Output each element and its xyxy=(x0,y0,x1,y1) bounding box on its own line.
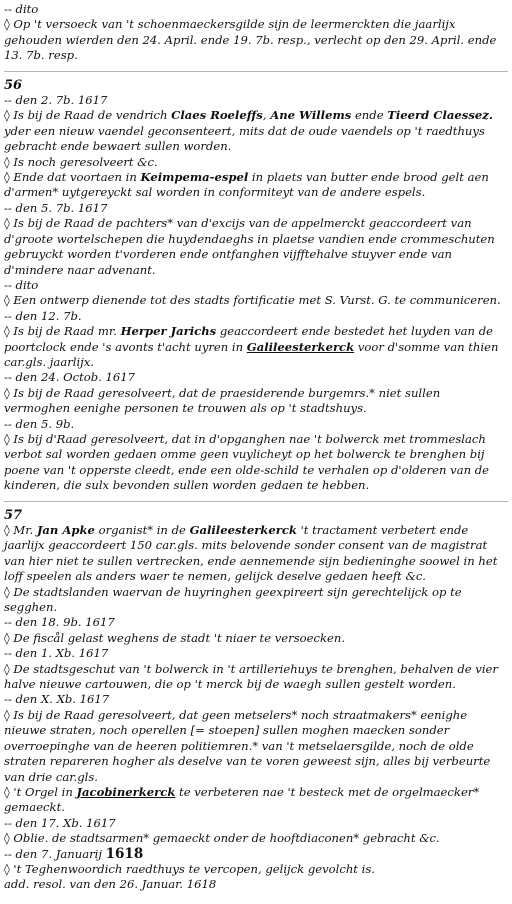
text-segment: -- den 7. Januarij xyxy=(4,846,106,861)
text-segment: voor d'somme van thien car.gls. jaarlijx. xyxy=(4,339,503,369)
record-line xyxy=(4,785,508,816)
text-segment: -- den 5. 9b. xyxy=(4,416,75,431)
section-divider xyxy=(4,501,508,502)
record-line xyxy=(4,386,508,417)
record-line xyxy=(4,417,508,432)
text-segment: ◊ Een ontwerp dienende tot des stadts fortificatie met S. Vurst. G. te communiceren. xyxy=(4,293,501,308)
text-segment: in plaets van butter ende brood gelt aen d'armen* uytgereyckt sal worden in conformiteyt van de andere espels. xyxy=(4,170,493,200)
text-segment: -- den 18. 9b. 1617 xyxy=(4,615,115,630)
name-text: Jan Apke xyxy=(36,523,95,537)
text-segment: yder een nieuw vaendel geconsenteert, mits dat de oude vaendels op 't raedthuys gebracht ende bewaert sullen worden. xyxy=(4,108,497,154)
record-line xyxy=(4,293,508,308)
record-line xyxy=(4,831,508,846)
record-line xyxy=(4,170,508,201)
record-line xyxy=(4,432,508,494)
text-segment: add. resol. van den 26. Januar. 1618 xyxy=(4,877,217,892)
text-segment: ◊ Is bij de Raad mr. xyxy=(4,324,121,339)
text-segment: ◊ De stadtslanden waervan de huyringhen geexpireert sijn gerechtelijck op te segghen. xyxy=(4,584,466,615)
text-segment: -- den 5. 7b. 1617 xyxy=(4,200,108,215)
name-text: Jacobinerkerck xyxy=(76,784,176,799)
text-segment: ◊ De stadtsgeschut van 't bolwerck in 't artilleriehuys te brenghen, behalven de vier halve nieuwe cartouwen, die op 't merck bij de waegh sullen gestelt worden. xyxy=(4,661,502,692)
text-segment: ◊ Ende dat voortaen in xyxy=(4,170,141,185)
record-line xyxy=(4,309,508,324)
record-line xyxy=(4,662,508,693)
record-line xyxy=(4,862,508,877)
name-text: Keimpema-espel xyxy=(140,170,249,185)
text-segment: ◊ Oblie. de stadtsarmen* gemaeckt onder de hooftdiaconen* gebracht &c. xyxy=(4,831,440,846)
record-line xyxy=(4,201,508,216)
text-segment: ◊ 't Orgel in xyxy=(4,784,77,799)
record-line xyxy=(4,585,508,616)
text-segment: -- den 12. 7b. xyxy=(4,308,82,323)
text-segment: ◊ 't Teghenwoordich raedthuys te vercopen, gelijck gevolcht is. xyxy=(4,861,375,876)
section-number: 56 xyxy=(4,77,23,93)
record-line xyxy=(4,2,508,17)
text-segment: 't tractament verbetert ende jaarlijx geaccordeert 150 car.gls. mits belovende sonder consent van de magistrat van hier niet te sullen vertrecken, ende aennemende sijn bedieninghe soowel in het loff speelen als anders waer te nemen, gelijck deselve gedaen heeft &c. xyxy=(4,523,502,584)
record-line xyxy=(4,877,508,892)
text-segment: ◊ Is bij de Raad geresolveert, dat de praesiderende burgemrs.* niet sullen vermoghen eenighe personen te trouwen als op 't stadtshuys. xyxy=(4,385,444,416)
record-line xyxy=(4,278,508,293)
text-segment: -- dito xyxy=(4,277,39,292)
record-line xyxy=(4,17,508,63)
text-segment: ende xyxy=(351,108,388,123)
name-text: Claes Roeleffs xyxy=(171,108,263,123)
record-line xyxy=(4,692,508,707)
record-line xyxy=(4,708,508,785)
text-segment: , xyxy=(262,108,271,123)
record-line xyxy=(4,216,508,278)
name-text: Tieerd Claessez. xyxy=(387,108,493,123)
record-line xyxy=(4,155,508,170)
text-segment: ◊ Mr. xyxy=(4,523,37,537)
text-segment: -- den 1. Xb. 1617 xyxy=(4,646,109,661)
record-line xyxy=(4,615,508,630)
text-segment: ◊ De fiscål gelast weghens de stadt 't niaer te versoecken. xyxy=(4,630,346,645)
name-text: Galileesterkerck xyxy=(246,339,355,354)
text-segment: -- den 2. 7b. 1617 xyxy=(4,93,108,108)
record-line xyxy=(4,523,508,585)
section-divider xyxy=(4,71,508,72)
record-line xyxy=(4,847,508,862)
section-number: 57 xyxy=(4,507,23,523)
text-segment: -- dito xyxy=(4,2,39,16)
text-segment: ◊ Is bij d'Raad geresolveert, dat in d'opganghen nae 't bolwerck met trommeslach verbot sal worden gedaen omme geen vuylicheyt op het bolwerck te brenghen bij poene van 't opperste cleedt, ende een olde-schild te verhalen op d'olderen van de kinderen, die sulx bevonden sullen worden gedaen te hebben. xyxy=(4,431,493,493)
text-segment: te verbeteren nae 't besteck met de orgelmaecker* gemaeckt. xyxy=(4,784,483,815)
name-text: Galileesterkerck xyxy=(189,523,297,537)
record-line xyxy=(4,631,508,646)
text-segment: -- den 24. Octob. 1617 xyxy=(4,370,136,385)
text-segment: -- den X. Xb. 1617 xyxy=(4,692,110,707)
text-segment: -- den 17. Xb. 1617 xyxy=(4,815,116,830)
text-segment: geaccordeert ende bestedet het luyden van de poortclock ende 's avonts t'acht uyren in xyxy=(4,324,497,354)
record-line xyxy=(4,324,508,370)
text-segment: organist* in de xyxy=(94,523,190,537)
record-line xyxy=(4,108,508,154)
record-line xyxy=(4,370,508,385)
name-text: Ane Willems xyxy=(270,108,352,123)
record-line xyxy=(4,816,508,831)
record-line xyxy=(4,93,508,108)
record-line xyxy=(4,646,508,661)
text-segment: ◊ Is bij de Raad de pachters* van d'excijs van de appelmerckt geaccordeert van d'groote wortelschepen die huydendaeghs in plaetse vandien ende crommeschuten gebruyckt worden t'vorderen ende ontfanghen vijfftehalve stuyver ende van d'mindere naar advenant. xyxy=(4,216,499,277)
text-segment: ◊ Is noch geresolveert &c. xyxy=(4,154,158,169)
year-text: 1618 xyxy=(105,845,144,862)
text-segment: ◊ Is bij de Raad de vendrich xyxy=(4,108,172,123)
text-segment: ◊ Op 't versoeck van 't schoenmaeckersgilde sijn de leermerckten die jaarlijx gehouden wierden den 24. April. ende 19. 7b. resp., verlecht op den 29. April. ende 13. 7b. resp. xyxy=(4,17,501,63)
name-text: Herper Jarichs xyxy=(120,324,217,339)
text-segment: ◊ Is bij de Raad geresolveert, dat geen metselers* noch straatmakers* eenighe nieuwe straten, noch operellen [= stoepen] sullen moghen maecken sonder overroepinghe van de heeren politiemren.* van 't metselaersgilde, noch de olde straten repareren hogher als deselve van te voren geweest sijn, alles bij verbeurte van drie car.gls. xyxy=(4,707,494,784)
